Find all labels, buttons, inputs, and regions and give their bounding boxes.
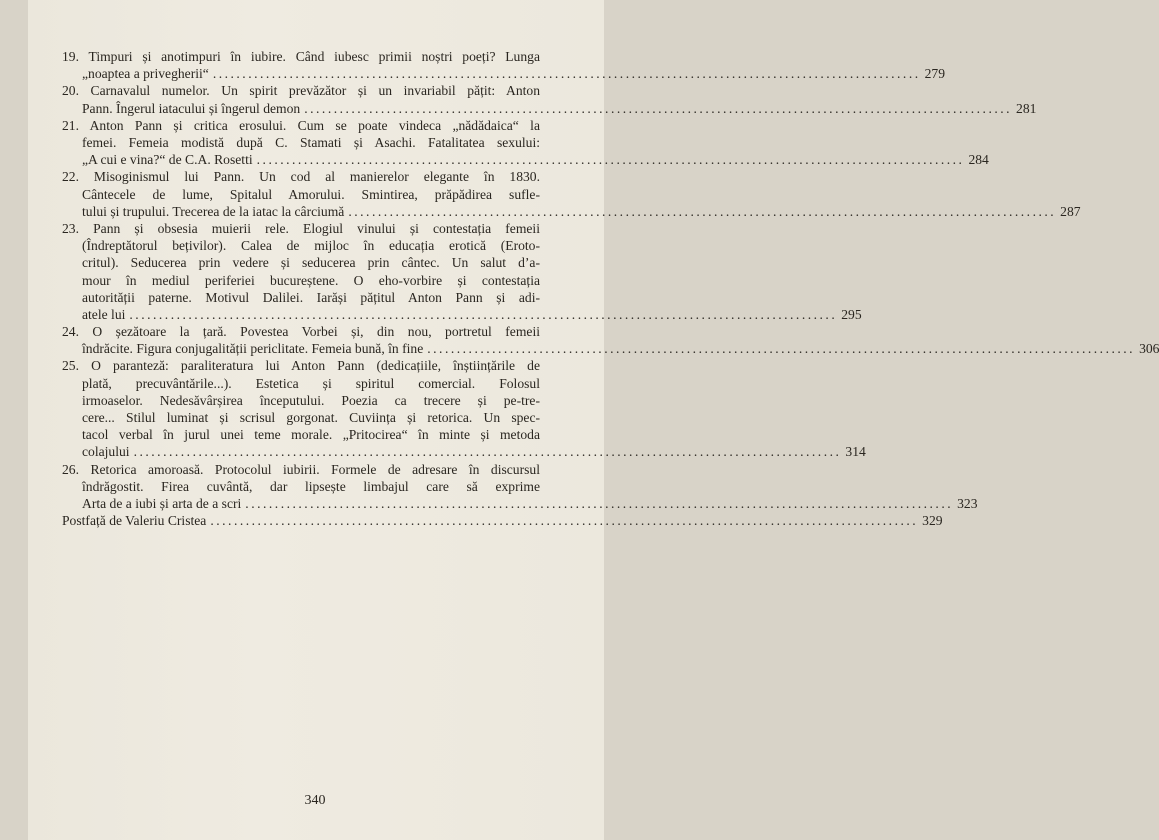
toc-entry-line: femei. Femeia modistă după C. Stamati și Asachi. Fatalitatea sexului: [82, 134, 540, 150]
toc-entry-line: (Îndreptătorul bețivilor). Calea de mijloc în educația erotică (Eroto- [82, 238, 540, 254]
toc-entry-last-line [62, 443, 866, 460]
toc-entry-line: 21. Anton Pann și critica erosului. Cum se poate vindeca „nădădaica“ la [62, 117, 540, 133]
toc-entry [62, 220, 862, 323]
toc-entry-line: 19. Timpuri și anotimpuri în iubire. Când iubesc primii noștri poeți? Lunga [62, 49, 540, 64]
toc-entry-line: tacol verbal în jurul unei teme morale. „Pritocirea“ în minte și metoda [82, 427, 540, 443]
toc-entry-page: 314 [845, 444, 866, 460]
toc-entry-line: 26. Retorica amoroasă. Protocolul iubirii. Formele de adresare în discursul [62, 461, 540, 477]
toc-entry-page: 287 [1060, 203, 1081, 219]
dot-leader: ........................................................................................................................ [212, 66, 921, 82]
toc-entry-last-line [62, 203, 1081, 220]
toc-entry [62, 323, 1159, 357]
dot-leader: ........................................................................................................................ [133, 444, 842, 460]
toc-entry-text: „A cui e vina?“ de C.A. Rosetti [82, 152, 253, 168]
toc-entry-page: 306 [1139, 341, 1159, 357]
toc-entry-text: îndrăcite. Figura conjugalității periclitate. Femeia bună, în fine [82, 341, 424, 357]
toc-entry-line: autorității paterne. Motivul Dalilei. Iarăși pățitul Anton Pann și adi- [82, 289, 540, 305]
dot-leader: ........................................................................................................................ [304, 100, 1013, 116]
toc-entry [62, 82, 1037, 116]
toc-entry [62, 512, 943, 529]
toc-entry-line: plată, precuvântările...). Estetica și spiritul comercial. Folosul [82, 375, 540, 391]
toc-entry-last-line [62, 495, 978, 512]
toc-entry [62, 357, 866, 460]
toc-entry-text: atele lui [82, 306, 126, 322]
toc-entry-text: Postfață de Valeriu Cristea [62, 513, 207, 529]
toc-entry-last-line [62, 65, 946, 82]
toc-entry-last-line [62, 151, 989, 168]
toc-entry-text: „noaptea a privegherii“ [82, 66, 209, 82]
toc-entry [62, 461, 978, 513]
dot-leader: ........................................................................................................................ [129, 306, 838, 322]
toc-entry-line: 22. Misoginismul lui Pann. Un cod al manierelor elegante în 1830. [62, 169, 540, 185]
toc-entry-line: irmoaselor. Nedesăvârșirea începutului. Poezia ca trecere și pe-tre- [82, 392, 540, 408]
page-number: 340 [304, 793, 326, 808]
toc-entry-text: Arta de a iubi și arta de a scri [82, 495, 242, 511]
toc-entry [62, 117, 989, 169]
toc-entry-page: 295 [841, 306, 862, 322]
toc-entry [62, 48, 946, 82]
dot-leader: ........................................................................................................................ [427, 341, 1136, 357]
toc-entry-line: cere... Stilul luminat și scrisul gorgonat. Cuviința și retorica. Un spec- [82, 410, 540, 426]
toc-entry-last-line [62, 306, 862, 323]
toc-entry-line: 20. Carnavalul numelor. Un spirit prevăzător și un invariabil pățit: Anton [62, 83, 540, 99]
toc-entry-line: 24. O șezătoare la țară. Povestea Vorbei și, din nou, portretul femeii [62, 324, 540, 340]
toc-entry-line: mour în mediul periferiei bucureștene. O eho-vorbire și contestația [82, 272, 540, 288]
dot-leader: ........................................................................................................................ [256, 152, 965, 168]
dot-leader: ........................................................................................................................ [210, 513, 919, 529]
toc-entry-page: 281 [1016, 100, 1037, 116]
table-of-contents [62, 48, 1159, 529]
toc-entry-line: îndrăgostit. Firea cuvântă, dar lipsește limbajul care să exprime [82, 478, 540, 494]
toc-entry-last-line [62, 340, 1159, 357]
toc-entry-page: 284 [968, 152, 989, 168]
dot-leader: ........................................................................................................................ [348, 203, 1057, 219]
toc-entry-page: 329 [922, 513, 943, 529]
dot-leader: ........................................................................................................................ [245, 495, 954, 511]
toc-entry-text: tului și trupului. Trecerea de la iatac la cârciumă [82, 203, 345, 219]
toc-entry-text: Pann. Îngerul iatacului și îngerul demon [82, 100, 301, 116]
toc-entry-line: 25. O paranteză: paraliteratura lui Anton Pann (dedicațiile, înștiințările de [62, 358, 540, 374]
toc-entry-page: 323 [957, 495, 978, 511]
toc-entry-text: colajului [82, 444, 130, 460]
toc-entry-page: 279 [924, 66, 946, 82]
toc-entry-line: 23. Pann și obsesia muierii rele. Elogiul vinului și contestația femeii [62, 220, 540, 236]
toc-entry-last-line [62, 100, 1037, 117]
toc-entry-line: critul). Seducerea prin vedere și seducerea prin cântec. Un salut d’a- [82, 255, 540, 271]
toc-entry [62, 168, 1081, 220]
toc-entry-last-line [62, 512, 943, 529]
toc-entry-line: Cântecele de lume, Spitalul Amorului. Smintirea, prăpădirea sufle- [82, 186, 540, 202]
